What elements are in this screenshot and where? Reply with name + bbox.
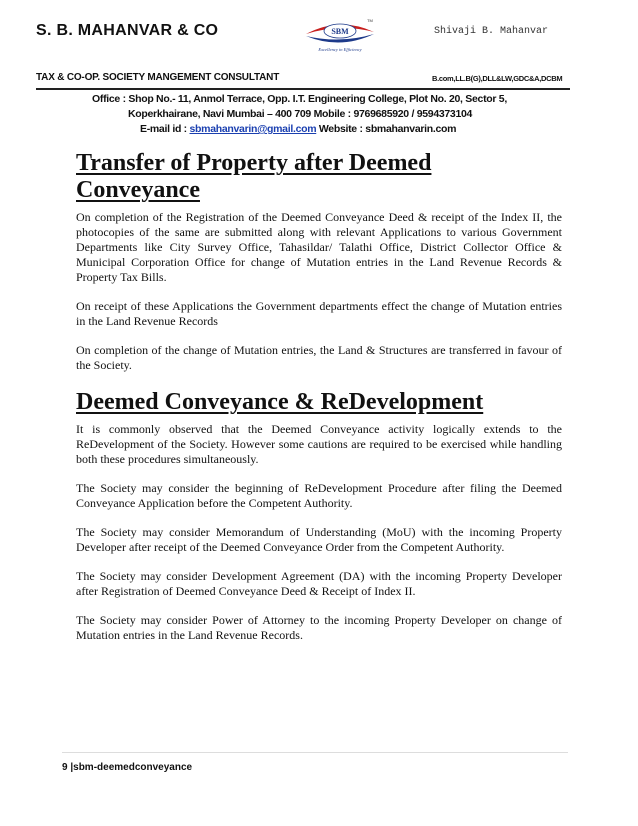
firm-name: S. B. MAHANVAR & CO [36,22,219,39]
header-rule [36,88,570,90]
footer-rule [62,752,568,753]
paragraph: The Society may consider Memorandum of Understanding (MoU) with the incoming Property Developer after receipt of the Deemed Conveyance Order from the Competent Authority. [76,525,562,554]
proprietor-name: Shivaji B. Mahanvar [434,26,549,37]
paragraph: The Society may consider Development Agreement (DA) with the incoming Property Developer after Registration of Deemed Conveyance Deed & Receipt of Index II. [76,569,562,598]
paragraph: On completion of the change of Mutation entries, the Land & Structures are transferred in favour of the Society. [76,343,562,372]
sbm-logo [300,14,380,54]
section-title-redevelopment [76,389,562,416]
logo-slogan: Excellency in Efficiency [318,47,362,52]
office-address-line2: Koperkhairane, Navi Mumbai – 400 709 Mobile : 9769685920 / 9594373104 [128,108,473,120]
paragraph: It is commonly observed that the Deemed Conveyance activity logically extends to the ReDevelopment of the Society. However some cautions are required to be exercised while handling both these procedures simultaneously. [76,422,562,466]
office-address-block [70,92,570,137]
main-content [76,150,562,657]
office-address-line1: Office : Shop No.- 11, Anmol Terrace, Opp. I.T. Engineering College, Plot No. 20, Sector 5, [92,93,507,105]
paragraph: On completion of the Registration of the Deemed Conveyance Deed & receipt of the Index II, the photocopies of the same are submitted along with relevant Applications to various Government Departments like City Survey Office, Tahasildar/ Talathi Office, District Collector Office & Municipal Corporation Office for change of Mutation entries in the Land Revenue Records & Property Tax Bills. [76,210,562,284]
website-label: Website : [316,123,366,135]
section-title-transfer [76,150,562,204]
qualifications: B.com,LL.B(G),DLL&LW,GDC&A,DCBM [432,74,563,83]
section-title-line1: Transfer of Property after Deemed [76,150,432,176]
paragraph: The Society may consider the beginning of ReDevelopment Procedure after filing the Deemed Conveyance Application before the Competent Authority. [76,481,562,510]
logo-badge: TM [367,18,373,23]
section-title-text: Deemed Conveyance & ReDevelopment [76,389,484,415]
paragraph: On receipt of these Applications the Government departments effect the change of Mutation entries in the Land Revenue Records [76,299,562,328]
website: sbmahanvarin.com [365,123,457,135]
logo-text: SBM [331,27,349,36]
paragraph: The Society may consider Power of Attorney to the incoming Property Developer on change of Mutation entries in the Land Revenue Records. [76,613,562,642]
contact-line [70,122,570,137]
email-link[interactable]: sbmahanvarin@gmail.com [189,123,317,135]
section-title-line2: Conveyance [76,177,200,203]
firm-tagline: TAX & CO-OP. SOCIETY MANGEMENT CONSULTANT [36,72,280,83]
email-label: E-mail id : [140,123,190,135]
page-footer: 9 |sbm-deemedconveyance [62,762,193,773]
